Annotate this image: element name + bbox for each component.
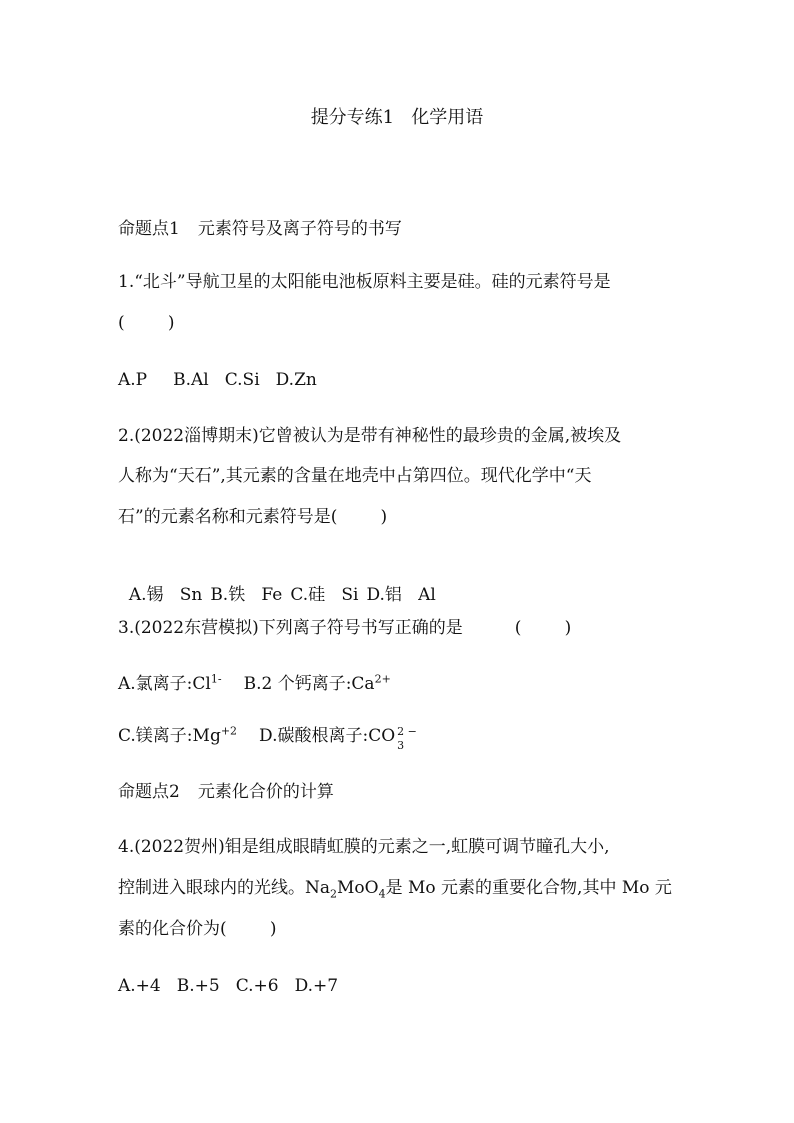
option-c: C.+6 xyxy=(235,976,279,996)
question-4-line-1: 4.(2022贺州)钼是组成眼睛虹膜的元素之一,虹膜可调节瞳孔大小, xyxy=(118,837,610,857)
option-b: B.2 个钙离子$:Ca^{2+}$ xyxy=(243,672,391,694)
question-3-line-1 xyxy=(118,617,571,639)
option-d: D.碳酸根离子:CO 2 − 3 xyxy=(259,725,417,752)
question-1-answer-blank: ( ) xyxy=(118,313,175,333)
section-label: 命题点2 xyxy=(118,782,180,802)
section-heading-1 xyxy=(118,218,402,240)
option-c: C.Si xyxy=(224,370,260,390)
option-a: A.氯离子$:Cl^{1-}$ xyxy=(118,672,222,694)
option-d: D.+7 xyxy=(294,976,339,996)
question-2-line-1: 2.(2022淄博期末)它曾被认为是带有神秘性的最珍贵的金属,被埃及 xyxy=(118,426,622,446)
section-text: 元素化合价的计算 xyxy=(197,782,334,802)
question-2-line-2: 人称为“天石”,其元素的含量在地壳中占第四位。现代化学中“天 xyxy=(118,466,592,486)
page-title: 提分专练1 化学用语 xyxy=(310,107,484,128)
question-4-line-2: 控制进入眼球内的光线。$Na_2MoO_4$是 Mo 元素的重要化合物,其中 Mo 元 xyxy=(118,878,672,901)
ion-charge-stack: 2 − 3 xyxy=(397,725,417,752)
option-b: B.+5 xyxy=(176,976,220,996)
question-4-line-3: 素的化合价为( ) xyxy=(118,919,277,939)
option-b: B.铁 Fe xyxy=(210,585,283,605)
question-3-options-ab xyxy=(118,673,391,695)
question-2-options xyxy=(118,562,436,606)
question-1-options xyxy=(118,369,317,391)
question-3-answer-blank: ( ) xyxy=(514,618,572,638)
section-text: 元素符号及离子符号的书写 xyxy=(197,219,402,239)
section-label: 命题点1 xyxy=(118,219,180,239)
option-a: A.+4 xyxy=(118,976,161,996)
option-a: A.锡 Sn xyxy=(128,585,203,605)
option-b: B.Al xyxy=(173,370,209,390)
question-2-line-3: 石”的元素名称和元素符号是( ) xyxy=(118,507,388,527)
option-d: D.铝 Al xyxy=(366,585,436,605)
question-3-options-cd xyxy=(118,724,417,752)
section-heading-2 xyxy=(118,781,334,803)
question-3-stem: 3.(2022东营模拟)下列离子符号书写正确的是 xyxy=(118,618,463,638)
question-1-line-1: 1.“北斗”导航卫星的太阳能电池板原料主要是硅。硅的元素符号是 xyxy=(118,272,611,292)
option-c: C.镁离子$:Mg^{+2}$ xyxy=(118,724,238,746)
option-c: C.硅 Si xyxy=(290,585,359,605)
option-a: A.P xyxy=(118,370,148,390)
question-4-options xyxy=(118,975,338,997)
option-d: D.Zn xyxy=(275,370,317,390)
